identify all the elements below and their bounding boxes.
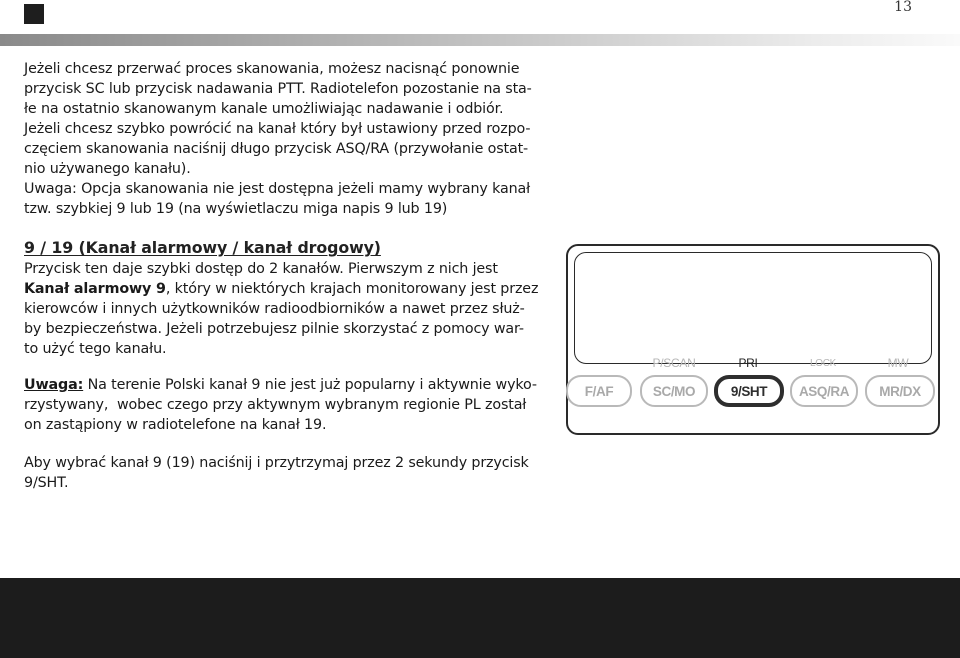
intro-line: tzw. szybkiej 9 lub 19 (na wyświetlaczu miga napis 9 lub 19) xyxy=(24,201,448,217)
intro-line: przycisk SC lub przycisk nadawania PTT. Radiotelefon pozostanie na sta- xyxy=(24,81,532,97)
note-paragraph xyxy=(24,375,537,435)
paragraph-line: kierowców i innych użytkowników radioodbiorników a nawet przez służ- xyxy=(24,301,525,317)
sublabel-p-scan: P/SCAN xyxy=(652,356,696,370)
asq-ra-button[interactable]: ASQ/RA xyxy=(790,375,858,407)
emergency-channel-term: Kanał alarmowy 9 xyxy=(24,281,166,297)
9-sht-button[interactable]: 9/SHT xyxy=(714,375,784,407)
paragraph-line: Przycisk ten daje szybki dostęp do 2 kanałów. Pierwszym z nich jest xyxy=(24,261,498,277)
intro-paragraph xyxy=(24,59,532,219)
paragraph-line: rzystywany, wobec czego przy aktywnym wybranym regionie PL został xyxy=(24,397,527,413)
corner-square-marker xyxy=(24,4,44,24)
channel-description-paragraph xyxy=(24,259,538,359)
note-label: Uwaga: xyxy=(24,377,84,393)
instruction-paragraph xyxy=(24,453,529,493)
lcd-display xyxy=(574,252,932,364)
paragraph-line-rest: , który w niektórych krajach monitorowany jest przez xyxy=(165,281,539,297)
paragraph-line xyxy=(24,279,538,299)
sublabel-mw: MW xyxy=(887,356,909,370)
paragraph-line: by bezpieczeństwa. Jeżeli potrzebujesz pilnie skorzystać z pomocy war- xyxy=(24,321,524,337)
intro-line: częciem skanowania naciśnij długo przycisk ASQ/RA (przywołanie ostat- xyxy=(24,141,529,157)
footer-band xyxy=(0,578,960,658)
intro-line: Jeżeli chcesz szybko powrócić na kanał który był ustawiony przed rozpo- xyxy=(24,121,531,137)
paragraph-line: on zastąpiony w radiotelefone na kanał 19. xyxy=(24,417,327,433)
paragraph-line: Aby wybrać kanał 9 (19) naciśnij i przytrzymaj przez 2 sekundy przycisk xyxy=(24,455,529,471)
header-gradient-bar xyxy=(0,34,960,46)
intro-line: Jeżeli chcesz przerwać proces skanowania, możesz nacisnąć ponownie xyxy=(24,61,520,77)
mr-dx-button[interactable]: MR/DX xyxy=(865,375,935,407)
f-af-button[interactable]: F/AF xyxy=(566,375,632,407)
paragraph-line-rest: Na terenie Polski kanał 9 nie jest już popularny i aktywnie wyko- xyxy=(83,377,537,393)
paragraph-line: 9/SHT. xyxy=(24,475,69,491)
intro-line: Uwaga: Opcja skanowania nie jest dostępna jeżeli mamy wybrany kanał xyxy=(24,181,531,197)
intro-line: łe na ostatnio skanowanym kanale umożliwiając nadawanie i odbiór. xyxy=(24,101,504,117)
section-heading: 9 / 19 (Kanał alarmowy / kanał drogowy) xyxy=(24,238,381,257)
intro-line: nio używanego kanału). xyxy=(24,161,191,177)
paragraph-line xyxy=(24,375,537,395)
sublabel-pri: PRI xyxy=(738,356,758,370)
sublabel-lock: LOCK xyxy=(809,358,837,369)
paragraph-line: to użyć tego kanału. xyxy=(24,341,167,357)
page-number: 13 xyxy=(894,0,912,15)
sc-mo-button[interactable]: SC/MO xyxy=(640,375,708,407)
